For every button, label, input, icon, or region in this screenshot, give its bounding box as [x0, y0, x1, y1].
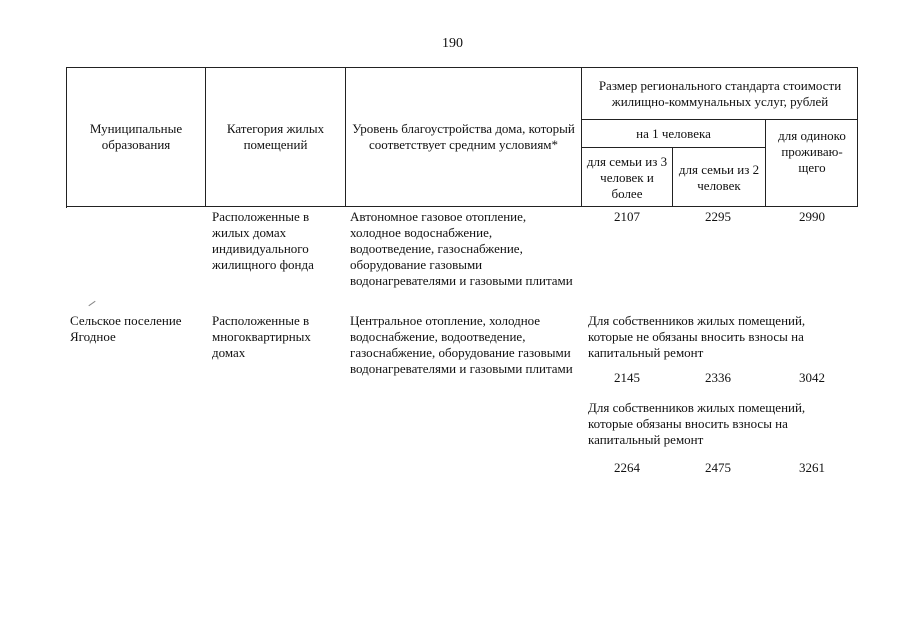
row2-group2-family2: 2475 [705, 460, 731, 475]
header-municipality: Муниципальные образования [89, 121, 183, 152]
row2-group2-note: Для собственников жилых помещений, которые обязаны вносить взносы на капитальный ремонт [588, 400, 806, 447]
row1-category: Расположенные в жилых домах индивидуального жилищного фонда [212, 209, 314, 272]
row2-group2-single: 3261 [799, 460, 825, 475]
row2-group2-family3: 2264 [614, 460, 640, 475]
row2-group1-single: 3042 [799, 370, 825, 385]
header-standard: Размер регионального стандарта стоимости жилищно-коммунальных услуг, рублей [598, 77, 842, 109]
header-family2: для семьи из 2 человек [678, 161, 760, 193]
row1-level: Автономное газовое отопление, холодное водоснабжение, водоотведение, газоснабжение, оборудование газовыми водонагревателями и газовыми плитами [350, 209, 573, 288]
header-per-person: на 1 человека [636, 125, 711, 141]
pen-mark [88, 301, 95, 306]
row2-group1-family2: 2336 [705, 370, 731, 385]
row2-category: Расположенные в многоквартирных домах [212, 313, 311, 360]
row2-group1-family3: 2145 [614, 370, 640, 385]
header-level: Уровень благоустройства дома, который соответствует средним условиям* [352, 121, 575, 152]
municipality-name: Сельское поселение Ягодное [70, 313, 182, 344]
row1-single: 2990 [799, 209, 825, 224]
header-category: Категория жилых помещений [226, 121, 325, 152]
page-number: 190 [442, 36, 463, 51]
row2-group1-note: Для собственников жилых помещений, которые не обязаны вносить взносы на капитальный ремонт [588, 313, 806, 360]
row2-level: Центральное отопление, холодное водоснабжение, водоотведение, газоснабжение, оборудование газовыми водонагревателями и газовыми плитами [350, 313, 573, 376]
row1-family2: 2295 [705, 209, 731, 224]
row1-family3: 2107 [614, 209, 640, 224]
header-single: для одиноко проживаю- щего [778, 128, 846, 175]
header-family3: для семьи из 3 человек и более [586, 153, 668, 201]
